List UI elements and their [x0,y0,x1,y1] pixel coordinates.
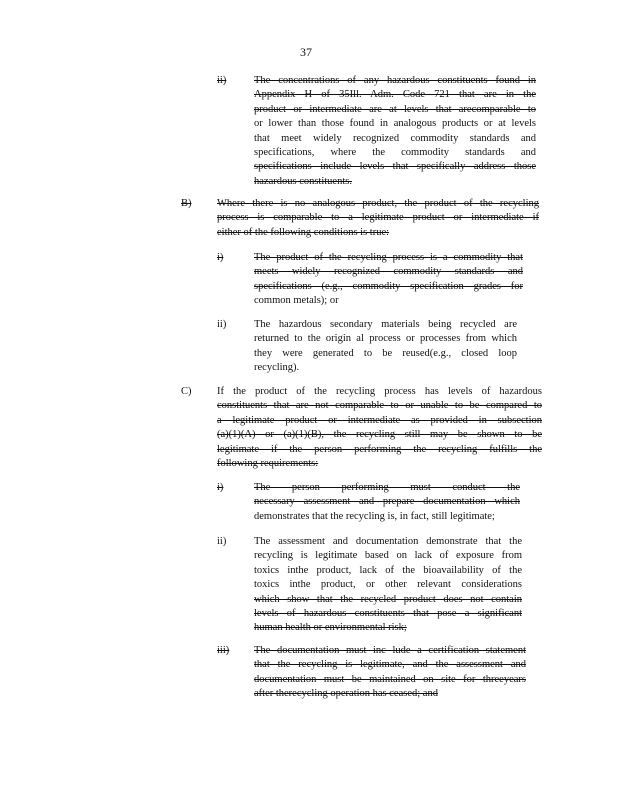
item-label: C) [181,386,192,397]
text-line: The concentrations of any hazardous constituents found in [254,75,536,86]
text-line: they were generated to be reused(e.g., closed loop [254,347,517,359]
text-line: toxics inthe product, or other relevant considerations [254,579,522,591]
text-line: If the product of the recycling process has levels of hazardous [217,386,542,397]
item-text [254,251,523,309]
text-line: a legitimate product or intermediate as provided in subsection [217,414,542,426]
text-line: specifications (e.g., commodity specification grades for [254,280,523,292]
text-line: (a)(1)(A) or (a)(1)(B), the recycling still may be shown to be [217,429,542,441]
text-line: specifications include levels that specifically address those [254,161,536,173]
item-label: ii) [217,536,227,547]
text-line: documentation must be maintained on site for threeyears [254,673,526,685]
text-line: The documentation must inc lude a certification statement [254,645,526,656]
text-line: or lower than those found in analogous products or at levels [254,118,536,130]
text-line: process is comparable to a legitimate product or intermediate if [217,212,539,224]
text-line: The hazardous secondary materials being recycled are [254,319,517,330]
item-label: i) [217,482,224,493]
item-text [254,318,517,376]
text-line: product or intermediate are at levels that arecomparable to [254,103,536,115]
item-label: iii) [217,645,230,656]
item-label: B) [181,198,192,209]
text-line: legitimate if the person performing the recycling fulfills the [217,443,542,455]
text-line: levels of hazardous constituents that pose a significant [254,608,522,620]
text-line: either of the following conditions is true: [217,226,390,238]
text-line: following requirements: [217,458,319,470]
text-line: Appendix H of 35Ill. Adm. Code 721 that are in the [254,89,536,101]
text-line: The person performing must conduct the [254,482,520,493]
page-number: 37 [300,45,312,59]
item-label: ii) [217,75,227,86]
text-line: meets widely recognized commodity standards and [254,266,523,278]
item-label: ii) [217,319,227,330]
text-line: recycling). [254,362,300,374]
text-line: demonstrates that the recycling is, in fact, still legitimate; [254,510,495,522]
text-line: necessary assessment and prepare documentation which [254,496,520,508]
item-text [217,385,542,471]
text-line: human health or environmental risk; [254,622,407,634]
text-line: returned to the origin al process or processes from which [254,333,517,345]
text-line: after therecycling operation has ceased; and [254,688,438,700]
text-line: which show that the recycled product does not contain [254,593,522,605]
item-text [217,197,539,240]
item-text [254,74,536,189]
text-line: common metals); or [254,295,339,307]
item-text [254,644,526,702]
text-line: that the recycling is legitimate, and the assessment and [254,659,526,671]
item-text [254,535,522,636]
text-line: Where there is no analogous product, the product of the recycling [217,198,539,209]
text-line: toxics inthe product, lack of the bioavailability of the [254,564,522,576]
text-line: recycling is legitimate based on lack of exposure from [254,550,522,562]
text-line: that meet widely recognized commodity standards and [254,132,536,144]
item-label: i) [217,252,224,263]
text-line: specifications, where the commodity standards and [254,147,536,159]
text-line: hazardous constituents. [254,175,352,187]
text-line: The product of the recycling process is a commodity that [254,252,523,263]
text-line: constituents that are not comparable to or unable to be compared to [217,400,542,412]
text-line: The assessment and documentation demonstrate that the [254,536,522,547]
item-text [254,481,520,524]
